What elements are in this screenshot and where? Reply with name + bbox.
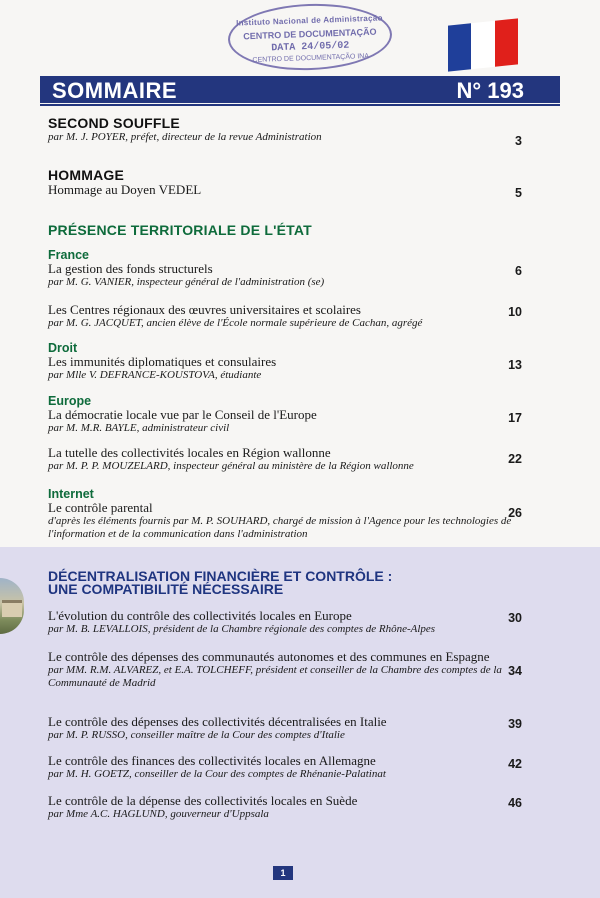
entry-author: par M. G. VANIER, inspecteur général de l'administration (se) bbox=[48, 276, 325, 288]
toc-entry[interactable] bbox=[48, 715, 518, 742]
category-label: France bbox=[48, 248, 89, 262]
category-label: Europe bbox=[48, 394, 92, 408]
section-heading-decentralisation bbox=[48, 570, 468, 596]
section-heading-line-2: UNE COMPATIBILITÉ NÉCESSAIRE bbox=[48, 581, 284, 597]
building-shape bbox=[2, 600, 22, 617]
entry-title: L'évolution du contrôle des collectivités locales en Europe bbox=[48, 608, 352, 623]
header-rule bbox=[40, 104, 560, 106]
entry-title: La gestion des fonds structurels bbox=[48, 261, 213, 276]
toc-entry[interactable] bbox=[48, 341, 518, 382]
entry-title: Le contrôle de la dépense des collectivités locales en Suède bbox=[48, 793, 358, 808]
entry-title: Le contrôle des dépenses des communautés autonomes et des communes en Espagne bbox=[48, 649, 490, 664]
page-title: SOMMAIRE bbox=[52, 78, 177, 103]
entry-title: Le contrôle parental bbox=[48, 500, 153, 515]
toc-entry-second-souffle[interactable] bbox=[48, 115, 518, 144]
entry-title: Les Centres régionaux des œuvres universitaires et scolaires bbox=[48, 302, 361, 317]
entry-author: par M. J. POYER, préfet, directeur de la revue Administration bbox=[48, 131, 322, 143]
category-label: Internet bbox=[48, 487, 94, 501]
toc-entry[interactable] bbox=[48, 650, 518, 690]
french-flag-icon bbox=[448, 18, 518, 71]
entry-author: par M. P. P. MOUZELARD, inspecteur général au ministère de la Région wallonne bbox=[48, 460, 414, 472]
category-label: Droit bbox=[48, 341, 78, 355]
toc-entry[interactable] bbox=[48, 394, 518, 435]
toc-entry[interactable] bbox=[48, 446, 518, 473]
flag-red-band bbox=[495, 18, 518, 66]
entry-author: par M. B. LEVALLOIS, président de la Chambre régionale des comptes de Rhône-Alpes bbox=[48, 623, 436, 635]
flag-blue-band bbox=[448, 23, 471, 71]
entry-page: 6 bbox=[515, 264, 522, 278]
entry-page: 39 bbox=[508, 717, 522, 731]
toc-entry-hommage[interactable] bbox=[48, 167, 518, 197]
section-heading: SECOND SOUFFLE bbox=[48, 115, 180, 131]
toc-entry[interactable] bbox=[48, 794, 518, 821]
entry-title: Le contrôle des finances des collectivités locales en Allemagne bbox=[48, 753, 376, 768]
header-bar bbox=[40, 76, 560, 103]
entry-page: 13 bbox=[508, 358, 522, 372]
stamp-line-2: CENTRO DE DOCUMENTAÇÃO bbox=[243, 26, 377, 42]
page-number: 1 bbox=[273, 866, 293, 880]
entry-author: par M. G. JACQUET, ancien élève de l'École normale supérieure de Cachan, agrégé bbox=[48, 317, 423, 329]
entry-title: La démocratie locale vue par le Conseil de l'Europe bbox=[48, 407, 317, 422]
entry-page: 34 bbox=[508, 664, 522, 678]
library-stamp bbox=[227, 1, 393, 73]
entry-page: 3 bbox=[515, 134, 522, 148]
toc-entry[interactable] bbox=[48, 487, 518, 541]
entry-author: d'après les éléments fournis par M. P. SOUHARD, chargé de mission à l'Agence pour les technologies de l'information et de la communication dans l'administration bbox=[48, 515, 512, 540]
entry-title: Hommage au Doyen VEDEL bbox=[48, 182, 202, 197]
flag-white-band bbox=[471, 21, 494, 69]
entry-title: La tutelle des collectivités locales en Région wallonne bbox=[48, 445, 331, 460]
entry-title: Le contrôle des dépenses des collectivités décentralisées en Italie bbox=[48, 714, 387, 729]
entry-author: par M. H. GOETZ, conseiller de la Cour des comptes de Rhénanie-Palatinat bbox=[48, 768, 386, 780]
toc-entry[interactable] bbox=[48, 609, 518, 636]
entry-page: 5 bbox=[515, 186, 522, 200]
issue-number: N° 193 bbox=[456, 78, 524, 103]
section-heading-text: PRÉSENCE TERRITORIALE DE L'ÉTAT bbox=[48, 222, 312, 238]
entry-author: par M. P. RUSSO, conseiller maître de la Cour des comptes d'Italie bbox=[48, 729, 345, 741]
section-heading-line-1: DÉCENTRALISATION FINANCIÈRE ET CONTRÔLE : bbox=[48, 568, 393, 584]
entry-author: par MM. R.M. ALVAREZ, et E.A. TOLCHEFF, président et conseiller de la Chambre des comptes de la Communauté de Madrid bbox=[48, 664, 502, 689]
stamp-line-1: Instituto Nacional de Administração bbox=[235, 13, 383, 28]
entry-page: 30 bbox=[508, 611, 522, 625]
stamp-date: DATA 24/05/02 bbox=[271, 40, 350, 55]
entry-author: par Mlle V. DEFRANCE-KOUSTOVA, étudiante bbox=[48, 369, 262, 381]
stamp-line-4: CENTRO DE DOCUMENTAÇÃO INA bbox=[252, 52, 370, 65]
section-heading-presence bbox=[48, 222, 518, 238]
entry-page: 26 bbox=[508, 506, 522, 520]
toc-entry[interactable] bbox=[48, 248, 518, 289]
entry-page: 10 bbox=[508, 305, 522, 319]
entry-page: 42 bbox=[508, 757, 522, 771]
entry-page: 17 bbox=[508, 411, 522, 425]
entry-page: 22 bbox=[508, 452, 522, 466]
section-heading: HOMMAGE bbox=[48, 167, 125, 183]
toc-entry[interactable] bbox=[48, 754, 518, 781]
entry-page: 46 bbox=[508, 796, 522, 810]
entry-author: par M. M.R. BAYLE, administrateur civil bbox=[48, 422, 230, 434]
entry-author: par Mme A.C. HAGLUND, gouverneur d'Uppsala bbox=[48, 808, 269, 820]
toc-entry[interactable] bbox=[48, 303, 518, 330]
entry-title: Les immunités diplomatiques et consulaires bbox=[48, 354, 277, 369]
